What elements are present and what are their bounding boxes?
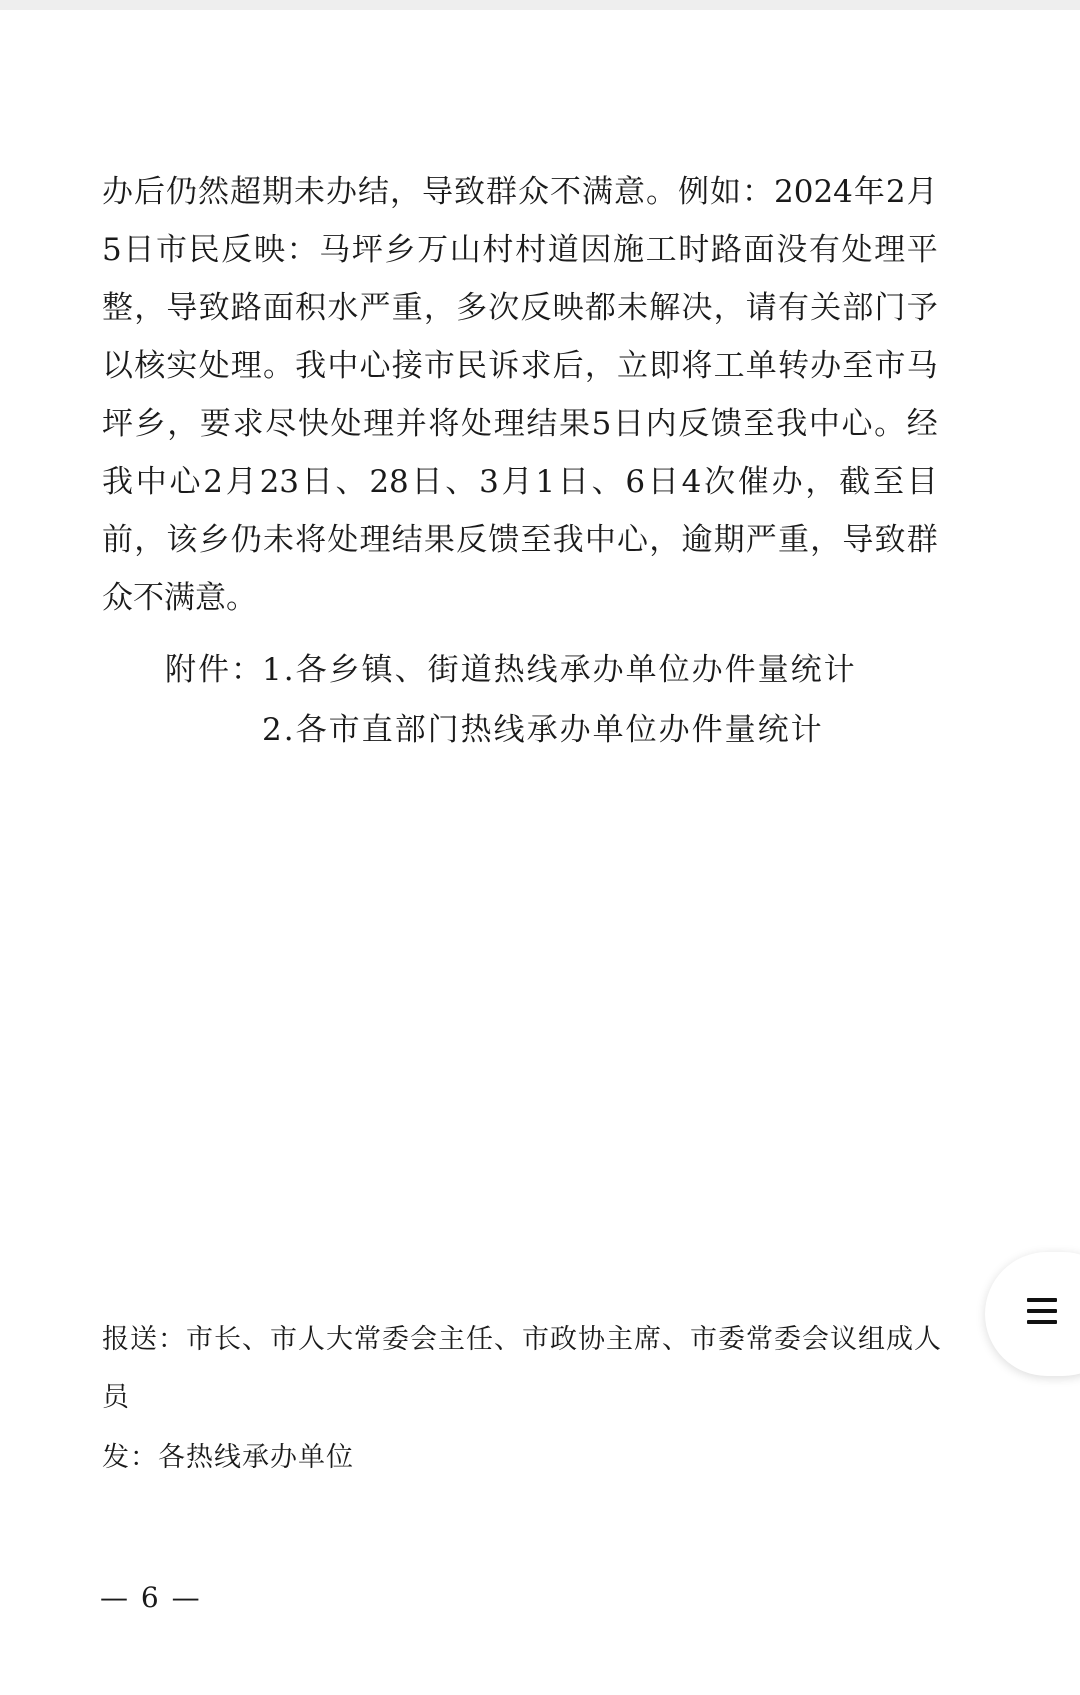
body-line-7: 前 ， 该 乡 仍 未 将 处 理 结 果 反 馈 至 我 中 心 ， 逾 期 严 重 ， 导 致 群 [102,522,938,558]
body-line-3: 整 ， 导 致 路 面 积 水 严 重 ， 多 次 反 映 都 未 解 决 ， 请 有 关 部 门 予 [102,290,938,326]
body-line-1: 办 后 仍 然 超 期 未 办 结 ， 导 致 群 众 不 满 意 。 例 如 ： 2024 年 2 月 [102,174,938,210]
body-line-6: 我 中 心 2 月 23 日 、 28 日 、 3 月 1 日 、 6 日 4 次 催 办 ， 截 至 目 [102,464,938,500]
menu-icon [1027,1296,1057,1326]
body-line-5: 坪 乡 ， 要 求 尽 快 处 理 并 将 处 理 结 果 5 日 内 反 馈 至 我 中 心 。 经 [102,406,938,442]
send-line: 发：各热线承办单位 [102,1442,354,1473]
attachments-label: 附件： [165,652,264,688]
body-line-2: 5 日 市 民 反 映 ： 马 坪 乡 万 山 村 村 道 因 施 工 时 路 面 没 有 处 理 平 [102,232,938,268]
attachment-item-1: 1.各乡镇、街道热线承办单位办件量统计 [262,652,857,688]
report-line-1: 报送：市长、市人大常委会主任、市政协主席、市委常委会议组成人 [102,1324,942,1355]
attachment-item-2: 2.各市直部门热线承办单位办件量统计 [262,712,824,748]
body-line-4: 以 核 实 处 理 。 我 中 心 接 市 民 诉 求 后 ， 立 即 将 工 单 转 办 至 市 马 [102,348,938,384]
page-number: — 6 — [100,1581,202,1614]
body-line-8: 众不满意。 [102,580,257,616]
report-line-2: 员 [102,1382,130,1413]
